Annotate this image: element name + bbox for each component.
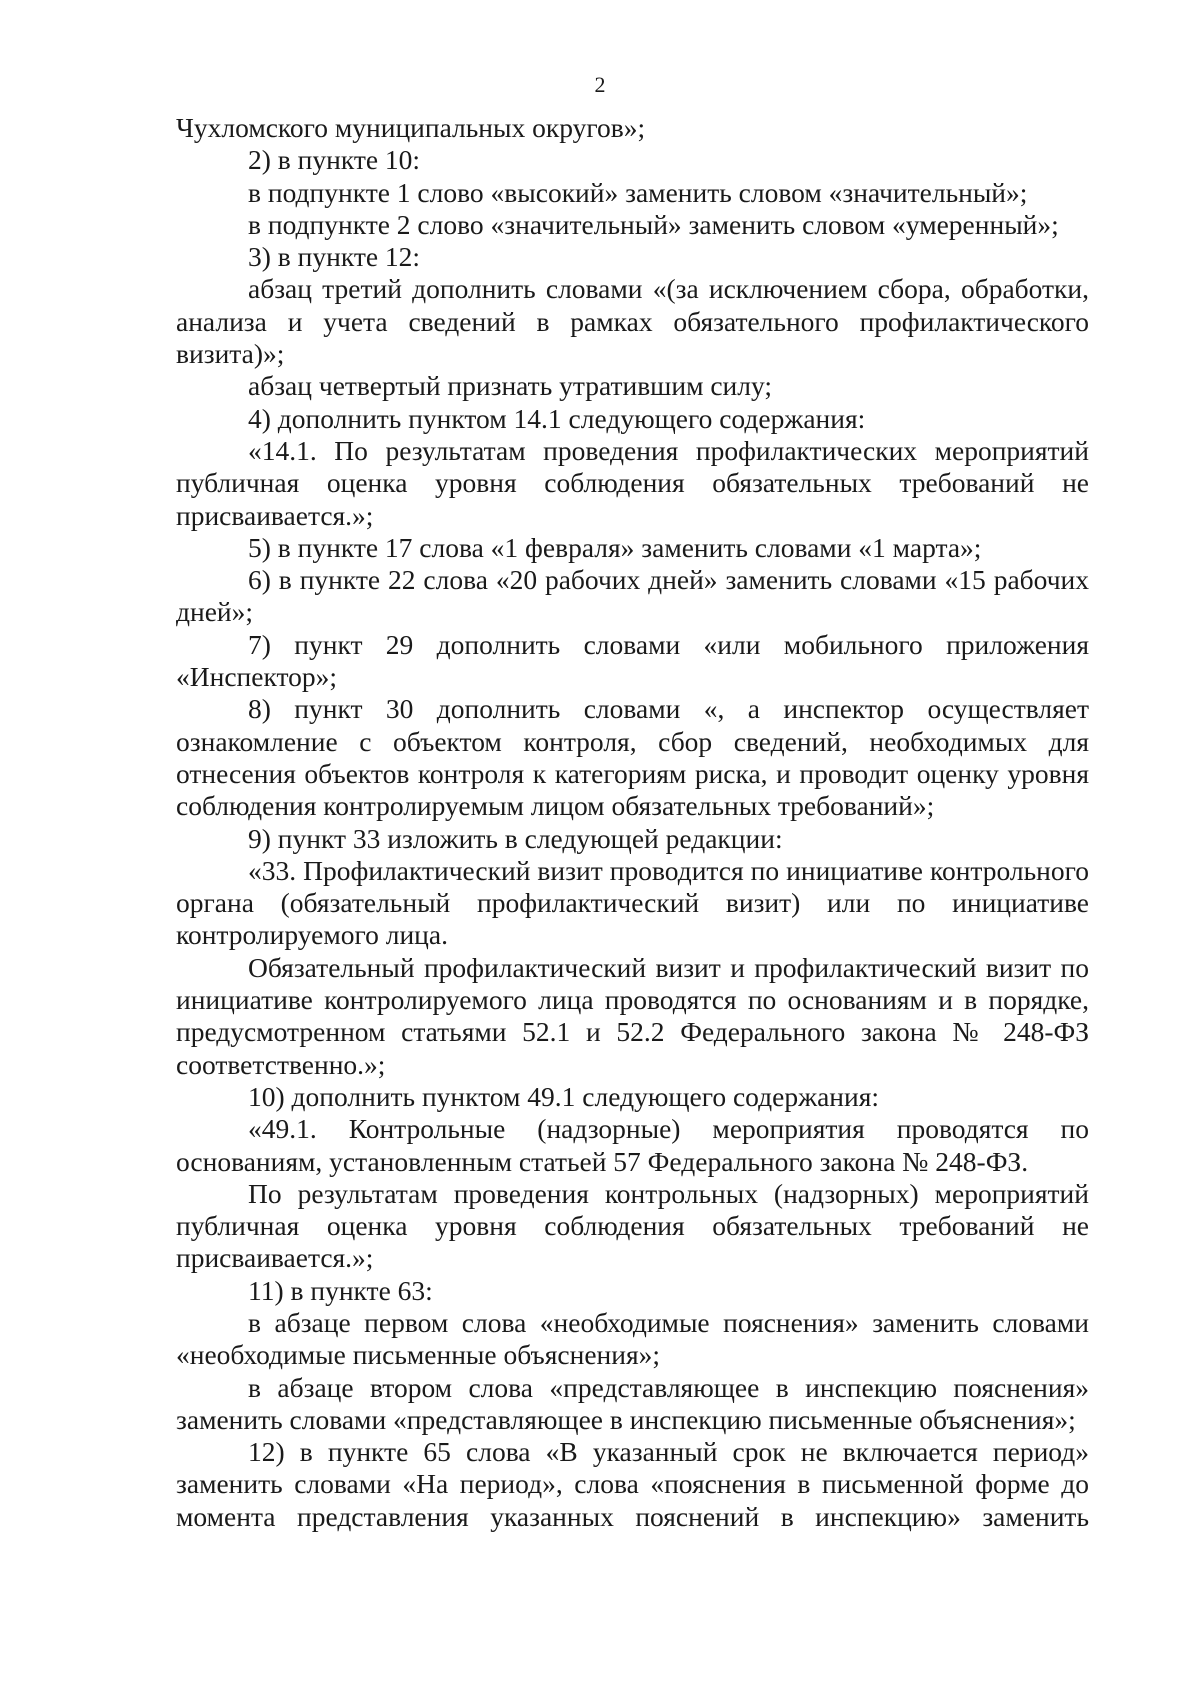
paragraph-9: «14.1. По результатам проведения профилактических мероприятий публичная оценка уровня соблюдения обязательных требований не присваивается.»; <box>176 434 1089 531</box>
paragraph-3: в подпункте 1 слово «высокий» заменить словом «значительный»; <box>248 176 1028 208</box>
paragraph-14: 9) пункт 33 изложить в следующей редакции: <box>248 822 783 854</box>
paragraph-13: 8) пункт 30 дополнить словами «, а инспектор осуществляет ознакомление с объектом контроля, сбор сведений, необходимых для отнесения объектов контроля к категориям риска, и проводит оценку уровня соблюдения контролируемым лицом обязательных требований»; <box>176 693 1089 822</box>
paragraph-11: 6) в пункте 22 слова «20 рабочих дней» заменить словами «15 рабочих дней»; <box>176 564 1089 628</box>
paragraph-10: 5) в пункте 17 слова «1 февраля» заменить словами «1 марта»; <box>248 531 982 563</box>
document-body <box>176 112 1089 1533</box>
paragraph-18: «49.1. Контрольные (надзорные) мероприятия проводятся по основаниям, установленным статьей 57 Федерального закона № 248-ФЗ. <box>176 1113 1089 1177</box>
paragraph-2: 2) в пункте 10: <box>248 144 421 176</box>
paragraph-4: в подпункте 2 слово «значительный» заменить словом «умеренный»; <box>248 208 1059 240</box>
paragraph-16: Обязательный профилактический визит и профилактический визит по инициативе контролируемого лица проводятся по основаниям и в порядке, предусмотренном статьями 52.1 и 52.2 Федерального закона № 248-ФЗ соответственно.»; <box>176 951 1089 1080</box>
paragraph-5: 3) в пункте 12: <box>248 241 421 273</box>
paragraph-1: Чухломского муниципальных округов»; <box>176 112 646 143</box>
paragraph-21: в абзаце первом слова «необходимые пояснения» заменить словами «необходимые письменные объяснения»; <box>176 1306 1089 1371</box>
page-number: 2 <box>594 72 606 97</box>
paragraph-6: абзац третий дополнить словами «(за исключением сбора, обработки, анализа и учета сведений в рамках обязательного профилактического визита)»; <box>176 273 1089 370</box>
paragraph-12: 7) пункт 29 дополнить словами «или мобильного приложения «Инспектор»; <box>176 628 1089 693</box>
paragraph-7: абзац четвертый признать утратившим силу; <box>248 370 773 402</box>
paragraph-17: 10) дополнить пунктом 49.1 следующего содержания: <box>248 1080 880 1112</box>
paragraph-15: «33. Профилактический визит проводится по инициативе контрольного органа (обязательный профилактический визит) или по инициативе контролируемого лица. <box>176 854 1089 951</box>
paragraph-8: 4) дополнить пунктом 14.1 следующего содержания: <box>248 402 866 434</box>
paragraph-22: в абзаце втором слова «представляющее в инспекцию пояснения» заменить словами «представляющее в инспекцию письменные объяснения»; <box>176 1371 1089 1435</box>
paragraph-19: По результатам проведения контрольных (надзорных) мероприятий публичная оценка уровня соблюдения обязательных требований не присваивается.»; <box>176 1177 1089 1274</box>
paragraph-23: 12) в пункте 65 слова «В указанный срок не включается период» заменить словами «На период», слова «пояснения в письменной форме до момента представления указанных пояснений в инспекцию» заменить <box>176 1436 1089 1532</box>
paragraph-20: 11) в пункте 63: <box>248 1274 433 1306</box>
